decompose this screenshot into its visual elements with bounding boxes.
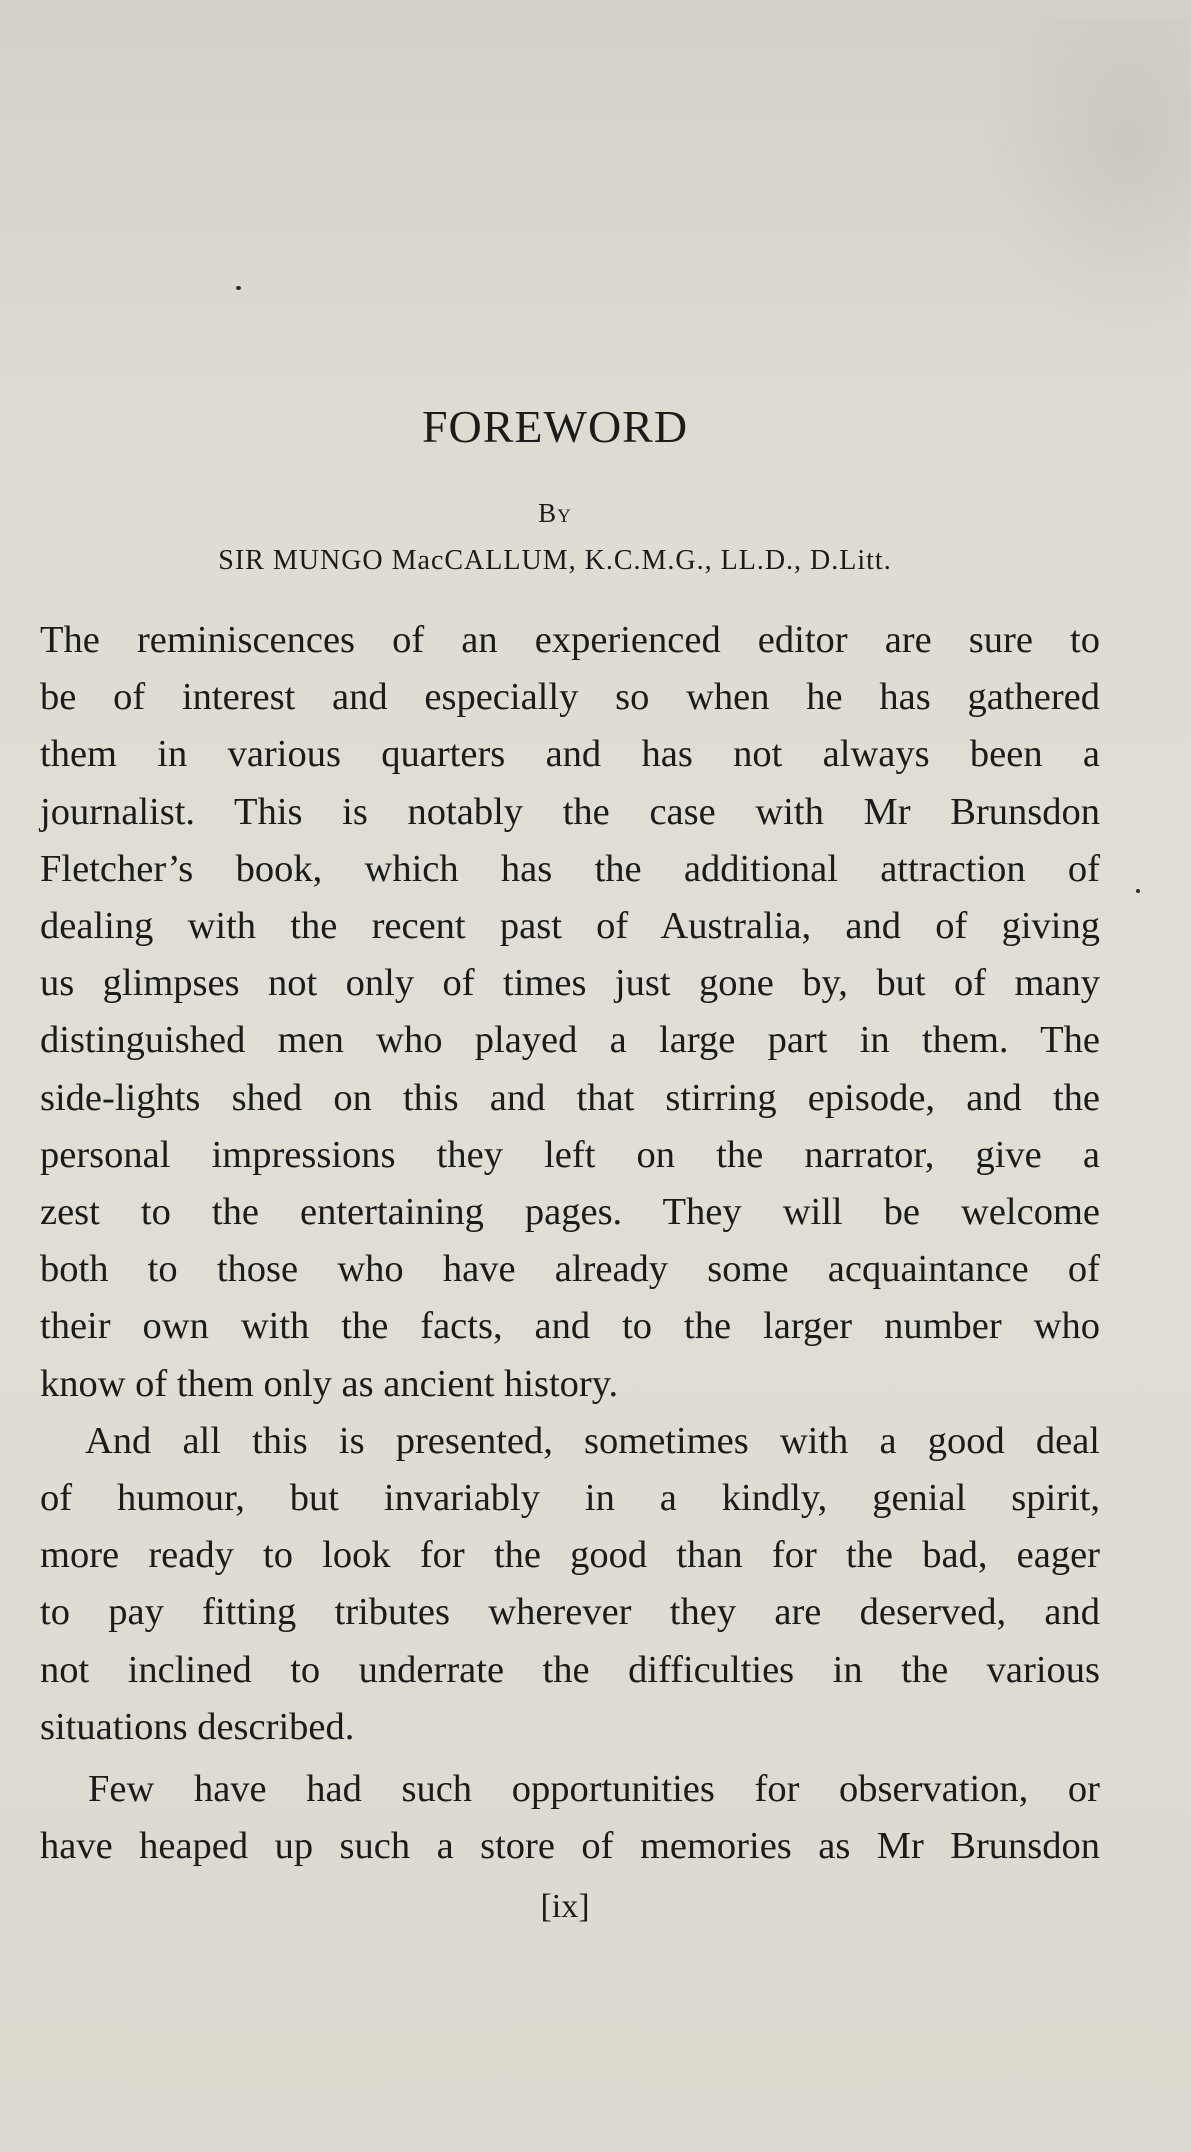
paragraph-3 (40, 1761, 1100, 1818)
byline-by: By (538, 498, 572, 528)
text-line: Few have had such opportunities for observation, or (88, 1768, 1100, 1811)
text-line: zest to the entertaining pages. They will be welcome (40, 1191, 1100, 1234)
text-line: us glimpses not only of times just gone by, but of many (40, 962, 1100, 1005)
text-line: not inclined to underrate the difficulties in the various (40, 1648, 1100, 1691)
page-number: [ix] (540, 1888, 590, 1925)
text-line: them in various quarters and has not always been a (40, 733, 1100, 776)
text-line: to pay fitting tributes wherever they are deserved, and (40, 1591, 1100, 1634)
text-line: distinguished men who played a large part in them. The (40, 1019, 1100, 1062)
paragraph-2 (40, 1413, 1100, 1470)
page-title: FOREWORD (421, 401, 689, 452)
paragraph-1 (40, 612, 1100, 1413)
text-line: Fletcher’s book, which has the additional attraction of (40, 847, 1100, 890)
text-line: know of them only as ancient history. (40, 1362, 619, 1405)
text-line: situations described. (40, 1705, 355, 1748)
text-line: more ready to look for the good than for the bad, eager (40, 1534, 1100, 1577)
paragraph-3-cont (40, 1818, 1100, 1875)
ink-speck (236, 286, 241, 290)
show-through-shadow (980, 20, 1190, 340)
byline-author: SIR MUNGO MacCALLUM, K.C.M.G., LL.D., D.Litt. (218, 545, 892, 576)
text-line: be of interest and especially so when he has gathered (40, 676, 1100, 719)
foreword-body (40, 612, 1100, 1875)
paragraph-2-cont (40, 1470, 1100, 1756)
text-line: both to those who have already some acquaintance of (40, 1248, 1100, 1291)
text-line: have heaped up such a store of memories as Mr Brunsdon (40, 1825, 1100, 1868)
text-line: of humour, but invariably in a kindly, genial spirit, (40, 1477, 1100, 1520)
text-line: side-lights shed on this and that stirring episode, and the (40, 1076, 1100, 1119)
text-line: personal impressions they left on the narrator, give a (40, 1133, 1100, 1176)
text-line: And all this is presented, sometimes with a good deal (85, 1419, 1100, 1462)
text-line: journalist. This is notably the case with Mr Brunsdon (40, 790, 1100, 833)
text-line: The reminiscences of an experienced editor are sure to (40, 619, 1100, 661)
ink-speck (1136, 889, 1140, 893)
text-line: dealing with the recent past of Australia, and of giving (40, 905, 1100, 948)
text-line: their own with the facts, and to the larger number who (40, 1305, 1100, 1348)
